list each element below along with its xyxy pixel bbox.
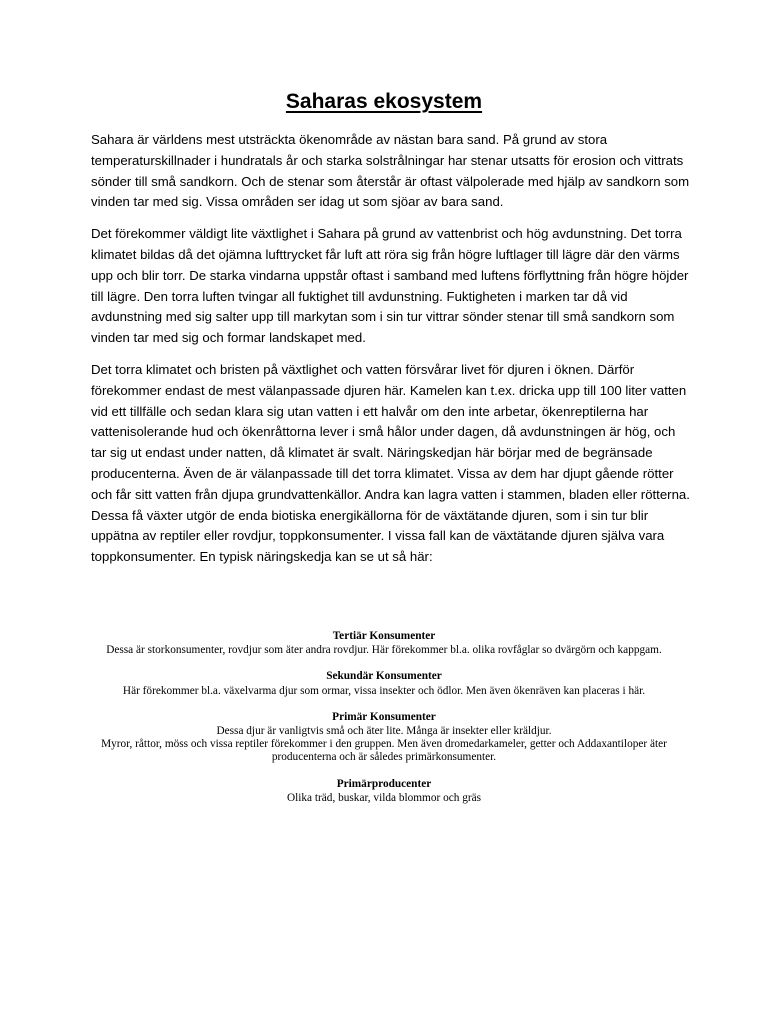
paragraph: Det torra klimatet och bristen på växtlighet och vatten försvårar livet för djuren i öknen. Därför förekommer endast de mest välanpassade djuren här. Kamelen kan t.ex. dricka upp till 100 liter vatten vid ett tillfälle och sedan klara sig utan vatten i ett halvår om den inte arbetar, ökenreptilerna har vattenisolerande hud och ökenråttorna lever i små hålor under dagen, då avdunstningen är hög, och tar sig ut endast under natten, då klimatet är svalt. Näringskedjan här börjar med de begränsade producenterna. Även de är välanpassade till det torra klimatet. Vissa av dem har djupt gående rötter och får sitt vatten från djupa grundvattenkällor. Andra kan lagra vatten i stammen, bladen eller rötterna. Dessa få växter utgör de enda biotiska energikällorna för de växtätande djuren, som i sin tur blir uppätna av reptiler eller rovdjur, toppkonsumenter. I vissa fall kan de växtätande djuren själva vara toppkonsumenter. En typisk näringskedja kan se ut så här: bbox=[91, 361, 690, 565]
paragraph: Det förekommer väldigt lite växtlighet i Sahara på grund av vattenbrist och hög avdunstning. Det torra klimatet bildas då det ojämna lufttrycket får luft att röra sig från högre luftlager till lägre där den värms upp och blir torr. De starka vindarna uppstår oftast i samband med luftens förflyttning från högre höjder till lägre. Den torra luften tvingar all fuktighet till avdunstning. Fuktigheten i marken tar då vid avdunstning med sig salter upp till markytan som i sin tur vittrar sönder stenar till små sandkorn som vinden tar med sig och formar landskapet med. bbox=[91, 226, 689, 346]
food-chain-level-tertiary bbox=[91, 630, 677, 657]
food-chain-level-producers bbox=[91, 778, 677, 805]
level-title: Tertiär Konsumenter bbox=[332, 630, 436, 642]
food-chain bbox=[91, 630, 677, 818]
document-body bbox=[91, 130, 691, 579]
level-title: Primär Konsumenter bbox=[332, 710, 436, 723]
level-description: Myror, råttor, möss och vissa reptiler förekommer i den gruppen. Men även dromedarkameler, getter och Addaxantiloper äter producenterna och är således primärkonsumenter. bbox=[101, 738, 667, 764]
level-description: Dessa är storkonsumenter, rovdjur som äter andra rovdjur. Här förekommer bl.a. olika rovfåglar so dvärgörn och kappgam. bbox=[106, 644, 662, 657]
level-description: Här förekommer bl.a. växelvarma djur som ormar, vissa insekter och ödlor. Men även ökenräven kan placeras i här. bbox=[122, 684, 646, 697]
paragraph: Sahara är världens mest utsträckta ökenområde av nästan bara sand. På grund av stora temperaturskillnader i hundratals år och starka solstrålningar har stenar utsatts för erosion och vittrats sönder till små sandkorn. Och de stenar som återstår är oftast välpolerade med hjälp av sandkorn som vinden tar med sig. Vissa områden ser idag ut som sjöar av bara sand. bbox=[91, 132, 690, 210]
document-title: Saharas ekosystem bbox=[285, 90, 483, 113]
food-chain-level-primary-consumers bbox=[91, 711, 677, 765]
level-description: Olika träd, buskar, vilda blommor och gräs bbox=[286, 791, 482, 804]
level-title: Primärproducenter bbox=[336, 777, 432, 790]
level-description: Dessa djur är vanligtvis små och äter lite. Många är insekter eller kräldjur. bbox=[216, 725, 552, 738]
level-title: Sekundär Konsumenter bbox=[326, 670, 442, 683]
food-chain-level-secondary bbox=[91, 670, 677, 697]
